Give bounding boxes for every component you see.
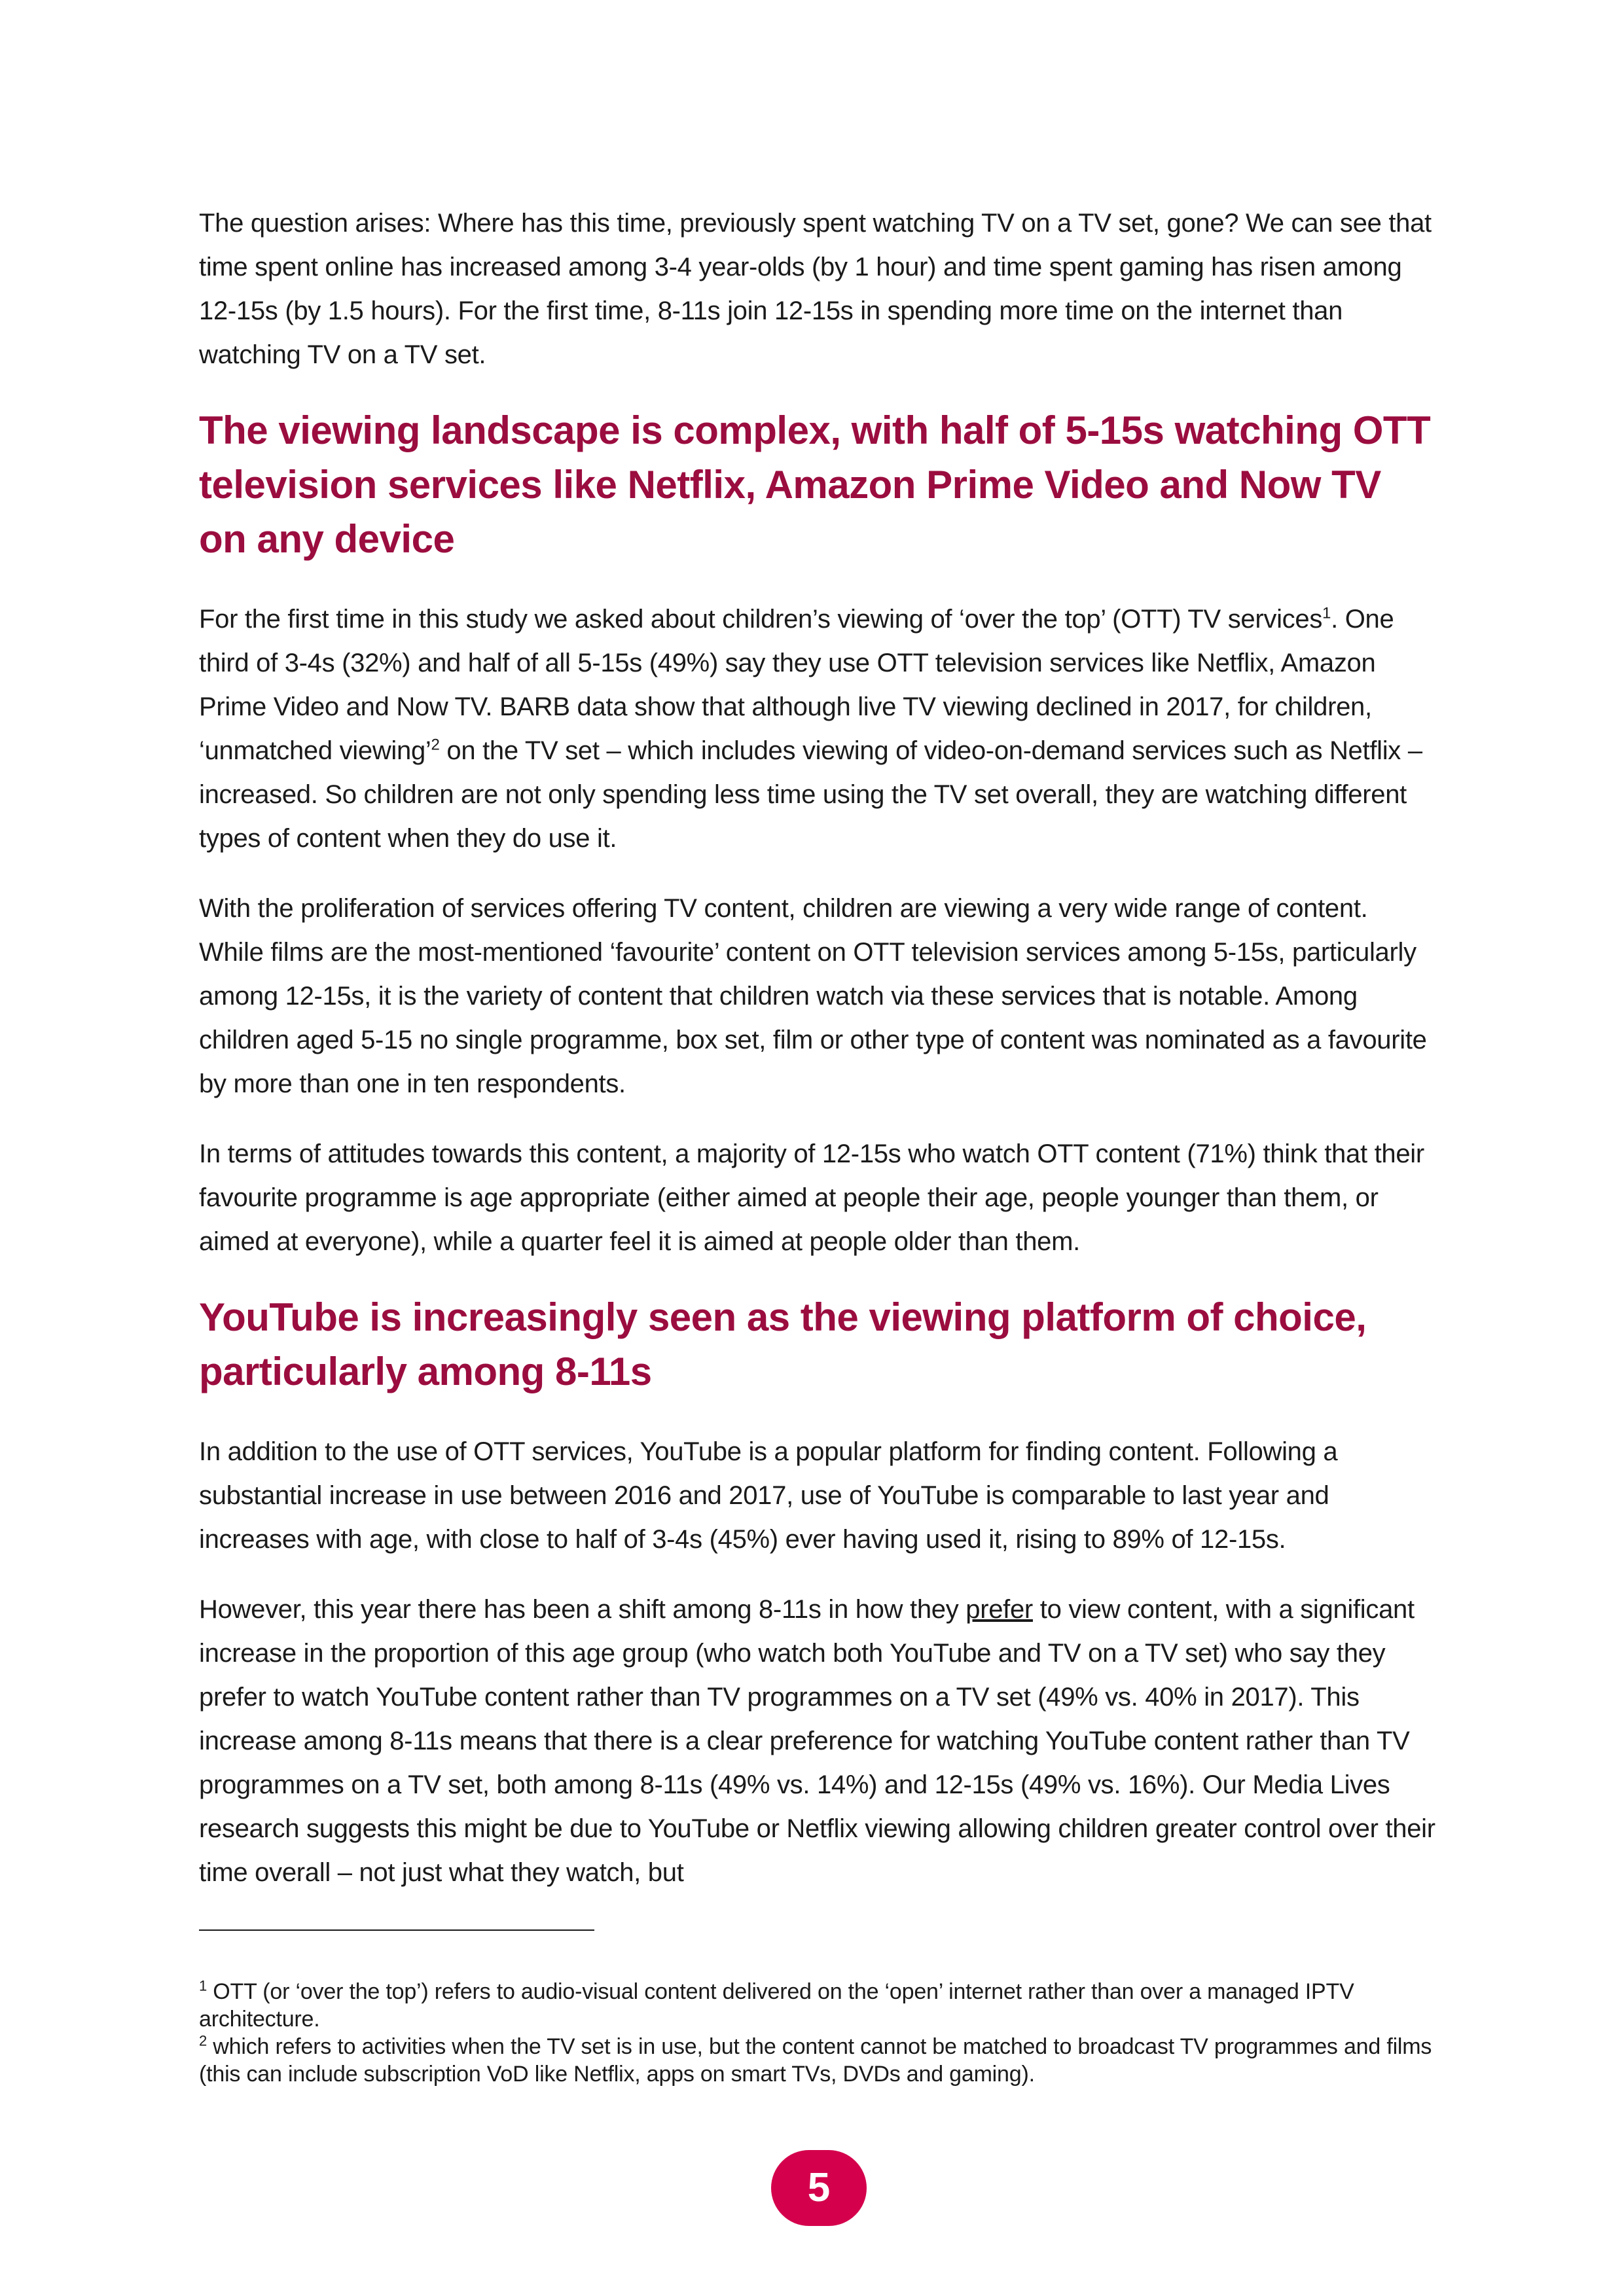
section-heading-youtube: YouTube is increasingly seen as the viewing platform of choice, particularly among 8-11s	[199, 1295, 1367, 1393]
text-span: For the first time in this study we asked about children’s viewing of ‘over the top’ (OTT) TV services	[199, 605, 1323, 634]
footnote-divider	[199, 1929, 594, 1931]
text-span: . One third of 3-4s (32%) and half of all 5-15s (49%) say they use OTT television services like Netflix, Amazon Prime Video and Now TV. BARB data show that although live TV viewing declined in 2017, for children, ‘unmatched viewing’	[199, 605, 1394, 765]
youtube-paragraph-2	[199, 1588, 1436, 1895]
youtube-paragraph-1: In addition to the use of OTT services, YouTube is a popular platform for finding content. Following a substantial increase in use between 2016 and 2017, use of YouTube is comparable to last year and increases with age, with close to half of 3-4s (45%) ever having used it, rising to 89% of 12-15s.	[199, 1437, 1338, 1554]
page-content	[199, 202, 1436, 1921]
section-heading-ott: The viewing landscape is complex, with half of 5-15s watching OTT television services like Netflix, Amazon Prime Video and Now TV on any device	[199, 408, 1431, 561]
footnote-text: which refers to activities when the TV set is in use, but the content cannot be matched to broadcast TV programmes and films (this can include subscription VoD like Netflix, apps on smart TVs, DVDs and gaming).	[199, 2034, 1432, 2087]
underlined-word: prefer	[965, 1595, 1033, 1624]
text-span: on the TV set – which includes viewing of video-on-demand services such as Netflix – increased. So children are not only spending less time using the TV set overall, they are watching different types of content when they do use it.	[199, 736, 1422, 853]
intro-paragraph: The question arises: Where has this time, previously spent watching TV on a TV set, gone? We can see that time spent online has increased among 3-4 year-olds (by 1 hour) and time spent gaming has risen among 12-15s (by 1.5 hours). For the first time, 8-11s join 12-15s in spending more time on the internet than watching TV on a TV set.	[199, 209, 1432, 369]
ott-paragraph-2: With the proliferation of services offering TV content, children are viewing a very wide range of content. While films are the most-mentioned ‘favourite’ content on OTT television services among 5-15s, particularly among 12-15s, it is the variety of content that children watch via these services that is notable. Among children aged 5-15 no single programme, box set, film or other type of content was nominated as a favourite by more than one in ten respondents.	[199, 894, 1427, 1098]
footnote-2	[199, 2033, 1436, 2088]
page-number-badge: 5	[771, 2150, 867, 2226]
ott-paragraph-3: In terms of attitudes towards this content, a majority of 12-15s who watch OTT content (71%) think that their favourite programme is age appropriate (either aimed at people their age, people younger than them, or aimed at everyone), while a quarter feel it is aimed at people older than them.	[199, 1139, 1424, 1256]
footnote-text: OTT (or ‘over the top’) refers to audio-visual content delivered on the ‘open’ internet rather than over a managed IPTV architecture.	[199, 1979, 1354, 2032]
footnotes	[199, 1978, 1436, 2088]
ott-paragraph-1	[199, 598, 1436, 861]
footnote-1	[199, 1978, 1436, 2033]
footnote-marker-1: 1	[199, 1977, 208, 1994]
text-span: to view content, with a significant increase in the proportion of this age group (who watch both YouTube and TV on a TV set) who say they prefer to watch YouTube content rather than TV programmes on a TV set (49% vs. 40% in 2017). This increase among 8-11s means that there is a clear preference for watching YouTube content rather than TV programmes on a TV set, both among 8-11s (49% vs. 14%) and 12-15s (49% vs. 16%). Our Media Lives research suggests this might be due to YouTube or Netflix viewing allowing children greater control over their time overall – not just what they watch, but	[199, 1595, 1435, 1887]
footnote-ref-1[interactable]: 1	[1322, 604, 1331, 622]
footnote-marker-2: 2	[199, 2032, 208, 2049]
text-span: However, this year there has been a shift among 8-11s in how they	[199, 1595, 966, 1624]
footnote-ref-2[interactable]: 2	[431, 736, 440, 754]
